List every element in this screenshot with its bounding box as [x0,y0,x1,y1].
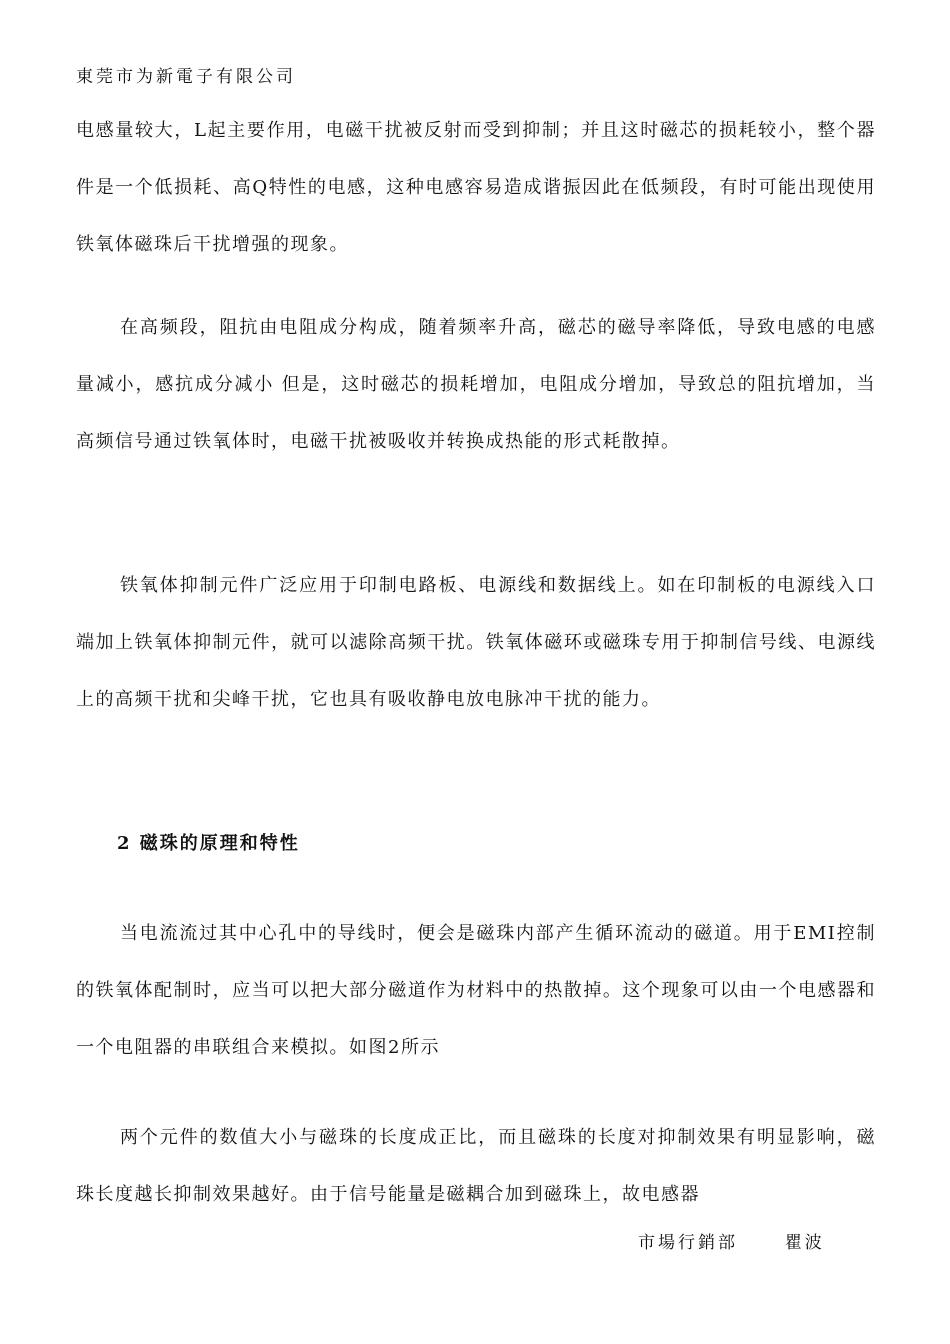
company-header: 東莞市为新電子有限公司 [76,67,296,87]
paragraph-length-effect: 两个元件的数值大小与磁珠的长度成正比，而且磁珠的长度对抑制效果有明显影响，磁珠长度越长抑制效果越好。由于信号能量是磁耦合加到磁珠上，故电感器 [76,1127,876,1205]
footer-author: 瞿波 [784,1233,825,1253]
footer-department: 市場行銷部 [638,1233,738,1253]
paragraph-high-frequency: 在高频段，阻抗由电阻成分构成，随着频率升高，磁芯的磁导率降低，导致电感的电感量减小，感抗成分减小 但是，这时磁芯的损耗增加，电阻成分增加，导致总的阻抗增加，当高频信号通过铁氧体时，电磁干扰被吸收并转换成热能的形式耗散掉。 [76,317,876,452]
paragraph-low-frequency: 电感量较大，L起主要作用，电磁干扰被反射而受到抑制；并且这时磁芯的损耗较小，整个器件是一个低损耗、高Q特性的电感，这种电感容易造成谐振因此在低频段，有时可能出现使用铁氧体磁珠后干扰增强的现象。 [76,120,876,255]
paragraph-applications: 铁氧体抑制元件广泛应用于印制电路板、电源线和数据线上。如在印制板的电源线入口端加上铁氧体抑制元件，就可以滤除高频干扰。铁氧体磁环或磁珠专用于抑制信号线、电源线上的高频干扰和尖峰干扰，它也具有吸收静电放电脉冲干扰的能力。 [76,575,876,710]
section-heading: 2 磁珠的原理和特性 [117,833,300,854]
paragraph-principle: 当电流流过其中心孔中的导线时，便会是磁珠内部产生循环流动的磁道。用于EMI控制的铁氧体配制时，应当可以把大部分磁道作为材料中的热散掉。这个现象可以由一个电感器和一个电阻器的串联组合来模拟。如图2所示 [76,923,876,1058]
footer-signature [638,1228,825,1253]
